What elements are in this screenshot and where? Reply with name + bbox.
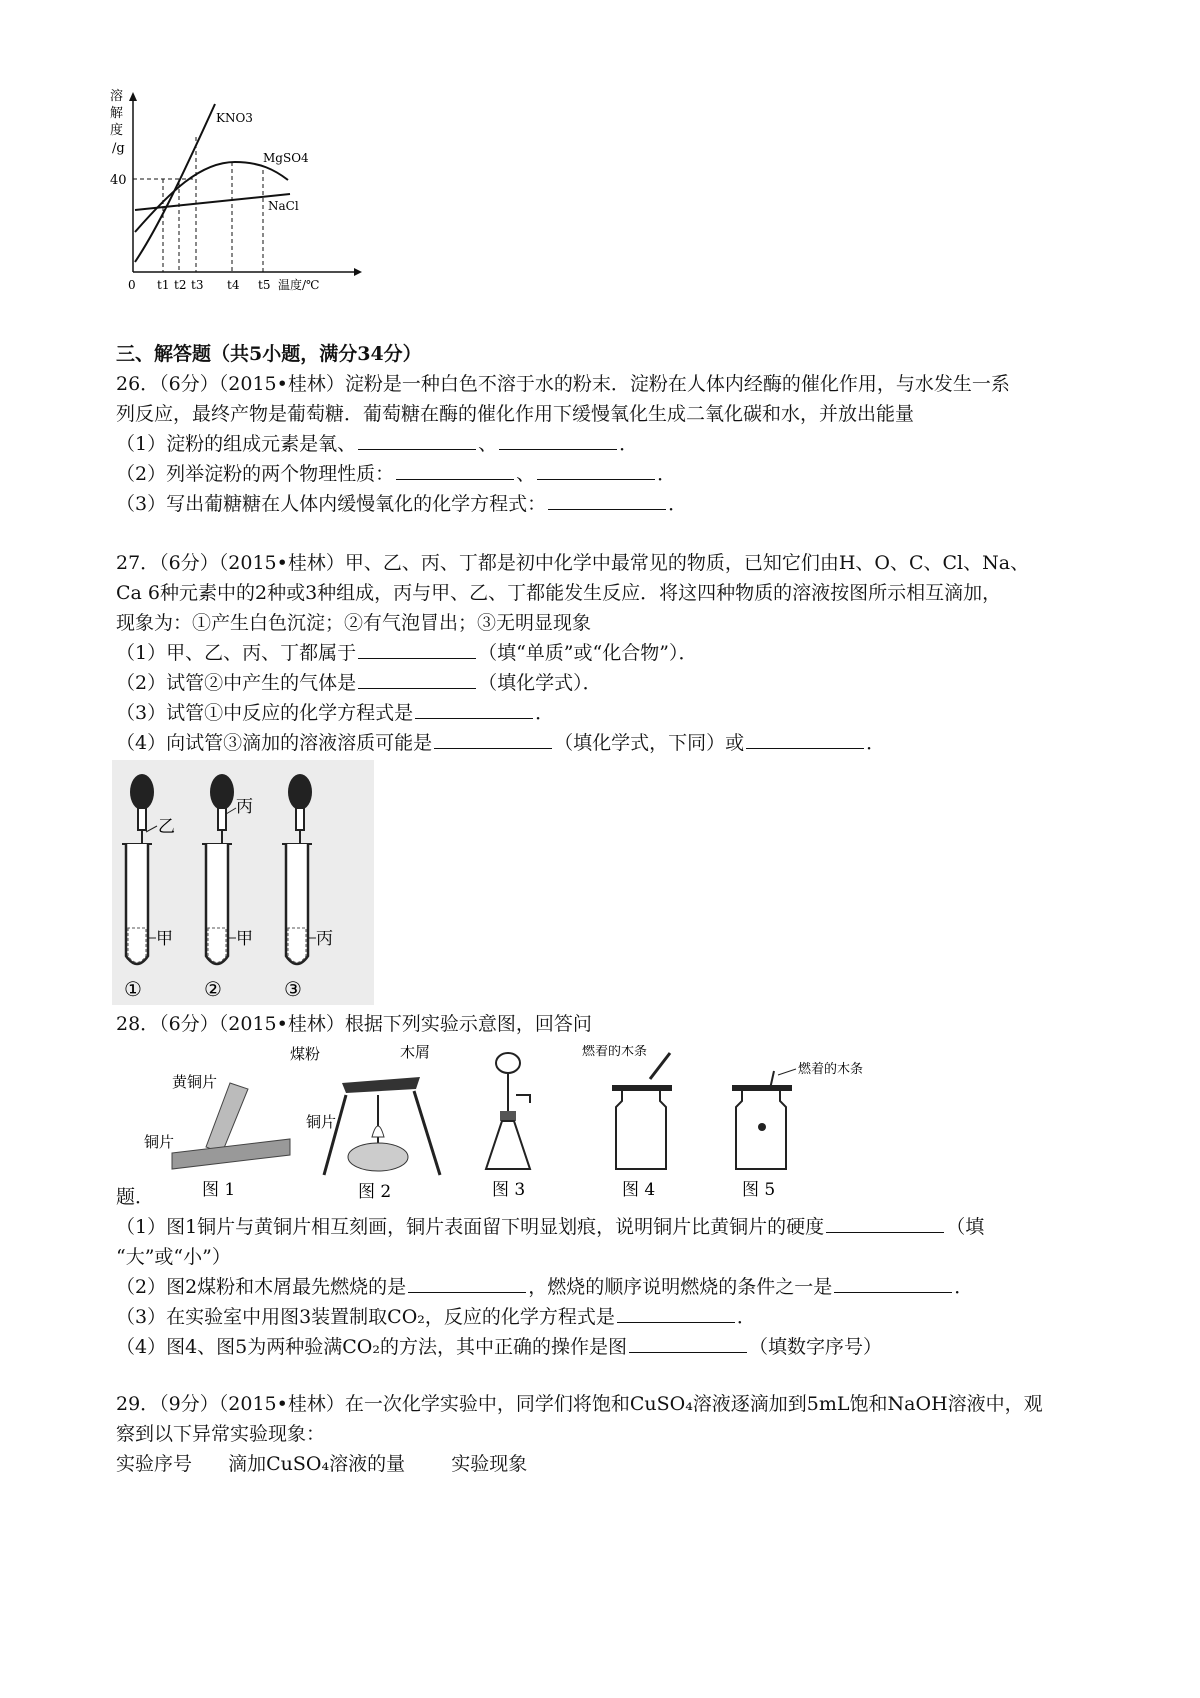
series-label-kno3: KNO3: [216, 111, 253, 125]
x-tick-t1: t1: [157, 278, 170, 292]
series-label-nacl: NaCl: [268, 199, 299, 213]
q29-table-header: [116, 1450, 527, 1478]
nacl-curve: [135, 194, 290, 210]
q28-part-1: （1）图1铜片与黄铜片相互刻画，铜片表面留下明显划痕，说明铜片比黄铜片的硬度 （填: [116, 1216, 985, 1238]
fig1-plates: [144, 1073, 290, 1200]
answer-blank[interactable]: [834, 1274, 952, 1293]
q27-part-1: （1）甲、乙、丙、丁都属于 （填“单质”或“化合物”）．: [116, 642, 698, 664]
kno3-curve: [135, 104, 215, 262]
answer-blank[interactable]: [415, 700, 533, 719]
answer-blank[interactable]: [537, 461, 655, 480]
fig2-caption: 图 2: [358, 1182, 392, 1202]
q28-part-4: （4）图4、图5为两种验满CO₂的方法，其中正确的操作是图 （填数字序号）: [116, 1336, 883, 1358]
fig2-combustion: [290, 1045, 440, 1202]
y-axis-label-2: 解: [110, 106, 124, 121]
fig4-caption: 图 4: [622, 1180, 656, 1200]
q26-stem-1: 26．（6分）（2015•桂林）淀粉是一种白色不溶于水的粉末．淀粉在人体内经酶的催化作用，与水发生一系: [116, 373, 1010, 395]
fig5-label: 燃着的木条: [798, 1062, 864, 1077]
tube-label-2: 甲: [236, 929, 253, 949]
tube-number-2: ②: [204, 977, 222, 1001]
header-cell: 滴加CuSO₄溶液的量: [228, 1453, 406, 1475]
q27-part-4: （4）向试管③滴加的溶液溶质可能是 （填化学式，下同）或 ．: [116, 732, 886, 754]
q27-stem-1: 27．（6分）（2015•桂林）甲、乙、丙、丁都是初中化学中最常见的物质，已知它们由H、O、C、Cl、Na、: [116, 552, 1030, 574]
q26-stem-2: 列反应，最终产物是葡萄糖．葡萄糖在酶的催化作用下缓慢氧化生成二氧化碳和水，并放出能量: [116, 403, 915, 425]
q27-stem-2: Ca 6种元素中的2种或3种组成，丙与甲、乙、丁都能发生反应．将这四种物质的溶液按图所示相互滴加，: [116, 582, 1002, 604]
fig1-label-tongpian: 铜片: [144, 1133, 175, 1151]
header-cell: 实验序号: [116, 1453, 193, 1475]
fig5-bottle: [732, 1061, 863, 1200]
solubility-chart: [100, 82, 390, 297]
test-tube-figure: [112, 760, 374, 1005]
answer-blank[interactable]: [358, 670, 476, 689]
answer-blank[interactable]: [629, 1334, 747, 1353]
dropper-label-2: 丙: [236, 797, 253, 817]
q27-stem-3: 现象为：①产生白色沉淀；②有气泡冒出；③无明显现象: [116, 612, 592, 634]
q28-stem-end: 题．: [116, 1186, 155, 1208]
y-axis-label-3: 度: [110, 123, 124, 138]
q26-part-1: （1）淀粉的组成元素是氧、 、 ．: [116, 433, 639, 455]
q28-part-3: （3）在实验室中用图3装置制取CO₂，反应的化学方程式是 ．: [116, 1306, 756, 1328]
answer-blank[interactable]: [358, 640, 476, 659]
x-tick-t2: t2: [174, 278, 187, 292]
answer-blank[interactable]: [396, 461, 514, 480]
q27-part-2: （2）试管②中产生的气体是 （填化学式）．: [116, 672, 602, 694]
fig1-caption: 图 1: [202, 1180, 236, 1200]
fig5-caption: 图 5: [742, 1180, 776, 1200]
fig2-label-muxie: 木屑: [400, 1045, 431, 1061]
y-tick-40: 40: [110, 173, 127, 188]
q26-part-2: （2）列举淀粉的两个物理性质： 、 ．: [116, 463, 677, 485]
q29-stem-2: 察到以下异常实验现象：: [116, 1423, 326, 1445]
q26-part-3: （3）写出葡糖糖在人体内缓慢氧化的化学方程式： ．: [116, 493, 688, 515]
x-tick-t5: t5: [258, 278, 271, 292]
fig4-label: 燃着的木条: [582, 1045, 648, 1059]
dropper-label-1: 乙: [158, 817, 175, 837]
tube-label-1: 甲: [156, 929, 173, 949]
answer-blank[interactable]: [548, 491, 666, 510]
fig3-flask: [486, 1053, 530, 1200]
answer-blank[interactable]: [746, 730, 864, 749]
q28-figures: [110, 1045, 1070, 1215]
answer-blank[interactable]: [499, 431, 617, 450]
fig3-caption: 图 3: [492, 1180, 526, 1200]
x-axis-label: 温度/℃: [278, 278, 320, 292]
fig2-label-tongpian: 铜片: [306, 1113, 337, 1131]
y-axis-label-1: 溶: [110, 89, 124, 104]
q27-part-3: （3）试管①中反应的化学方程式是 ．: [116, 702, 555, 724]
q28-part-1-cont: “大”或“小”）: [116, 1246, 231, 1268]
section-title: 三、解答题（共5小题，满分34分）: [116, 343, 422, 365]
x-tick-t3: t3: [191, 278, 204, 292]
tube-label-3: 丙: [316, 929, 333, 949]
answer-blank[interactable]: [408, 1274, 526, 1293]
fig4-bottle: [582, 1045, 672, 1200]
answer-blank[interactable]: [358, 431, 476, 450]
y-axis-label-4: /g: [112, 141, 125, 156]
header-cell: 实验现象: [451, 1453, 528, 1475]
answer-blank[interactable]: [617, 1304, 735, 1323]
answer-blank[interactable]: [826, 1214, 944, 1233]
fig2-label-meifen: 煤粉: [290, 1045, 321, 1063]
series-label-mgso4: MgSO4: [263, 151, 309, 165]
x-tick-t4: t4: [227, 278, 240, 292]
fig1-label-huangtong: 黄铜片: [172, 1073, 218, 1091]
answer-blank[interactable]: [434, 730, 552, 749]
tube-number-3: ③: [284, 977, 302, 1001]
tube-number-1: ①: [124, 977, 142, 1001]
q28-part-2: （2）图2煤粉和木屑最先燃烧的是 ，燃烧的顺序说明燃烧的条件之一是 ．: [116, 1276, 974, 1298]
q28-stem: 28．（6分）（2015•桂林）根据下列实验示意图，回答问: [116, 1013, 592, 1035]
x-tick-0: 0: [128, 278, 136, 292]
q29-stem-1: 29．（9分）（2015•桂林）在一次化学实验中，同学们将饱和CuSO₄溶液逐滴加到5mL饱和NaOH溶液中，观: [116, 1393, 1043, 1415]
